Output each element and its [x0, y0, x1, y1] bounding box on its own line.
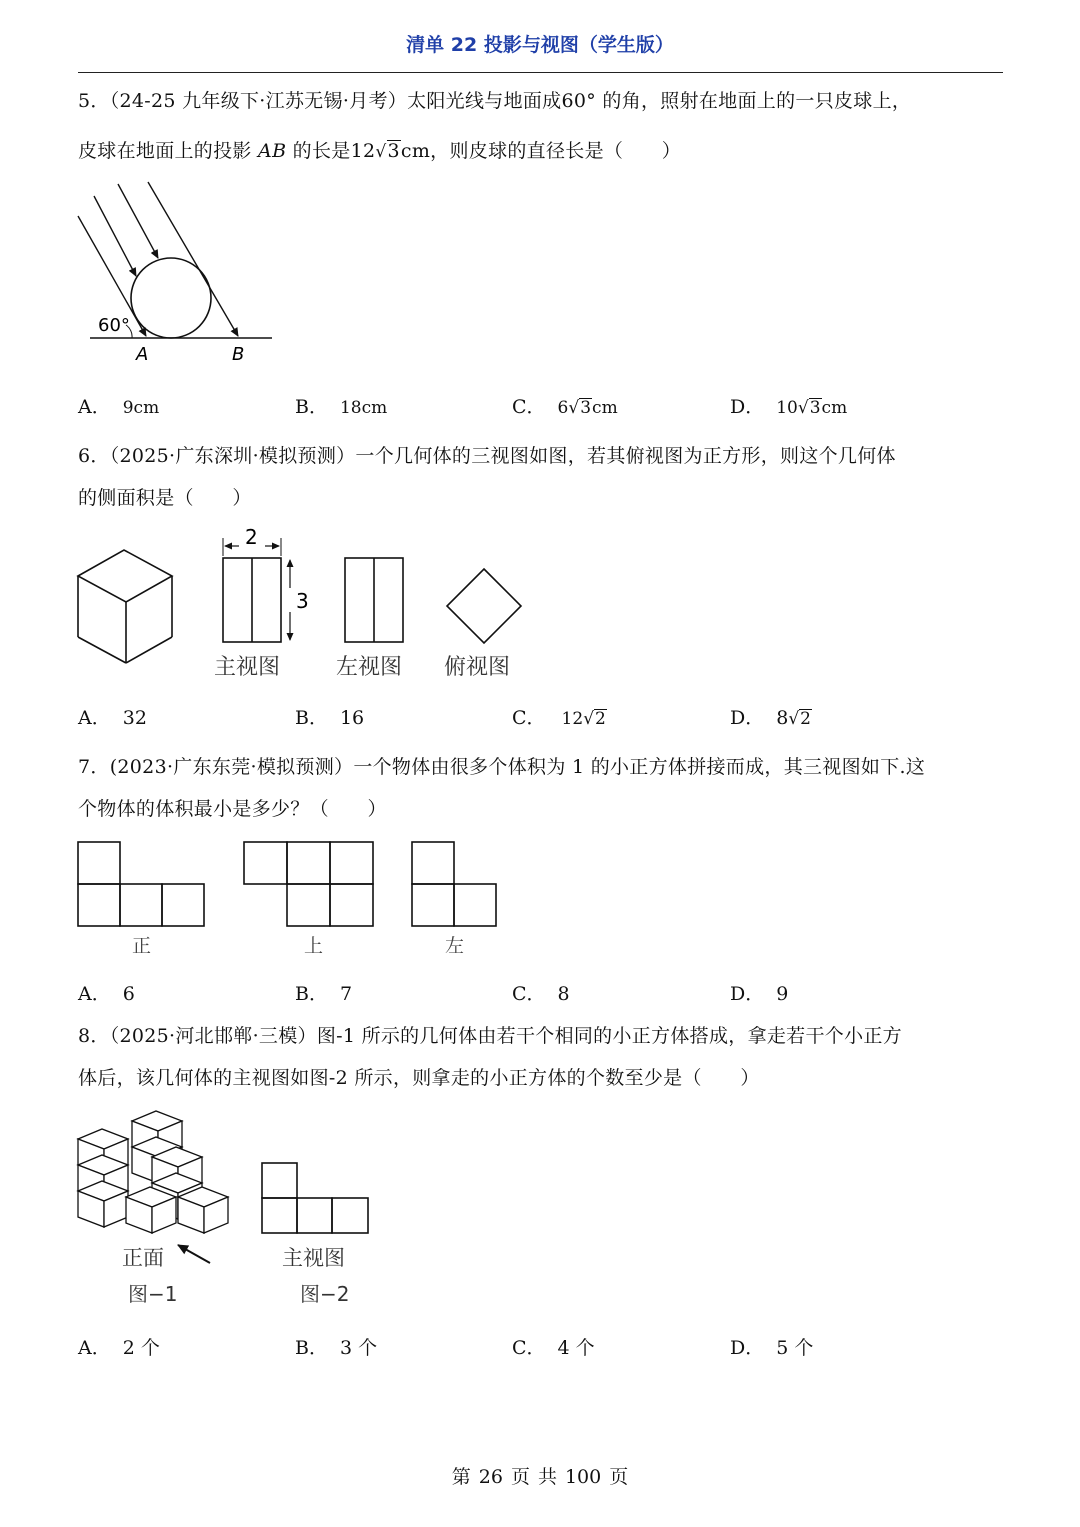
footer-word: 页: [510, 1466, 530, 1488]
page-header-title: 清单 22 投影与视图（学生版）: [406, 34, 674, 56]
footer-word: 第: [451, 1466, 471, 1488]
angle-label: 60°: [98, 315, 130, 336]
front-view: [223, 538, 290, 642]
main-view-caption: 主视图: [282, 1246, 345, 1270]
q7-option-c[interactable]: C． 8: [512, 983, 570, 1005]
sqrt-icon: √: [788, 709, 800, 729]
stacked-cubes-solid: [78, 1111, 228, 1233]
q5-option-d[interactable]: D． 10√3cm: [730, 396, 848, 418]
current-page-number: 26: [478, 1466, 503, 1488]
q8-option-d[interactable]: D． 5 个: [730, 1337, 814, 1359]
q8-stem-line2: 体后，该几何体的主视图如图-2 所示，则拿走的小正方体的个数至少是（ ）: [78, 1067, 760, 1089]
footer-word: 页: [609, 1466, 629, 1488]
q8-stem-line1: 8．（2025·河北邯郸·三模）图-1 所示的几何体由若干个相同的小正方体搭成，拿走若干个小正方: [78, 1025, 902, 1047]
left-view: [412, 842, 496, 926]
top-caption: 上: [304, 935, 324, 957]
q6-stem-line1: 6．（2025·广东深圳·模拟预测）一个几何体的三视图如图，若其俯视图为正方形，则这个几何体: [78, 445, 896, 467]
figure-2-caption: 图−2: [300, 1282, 350, 1306]
q5-option-a[interactable]: A． 9cm: [78, 396, 160, 418]
q7-figure: [76, 838, 506, 967]
q5-segment-ab: AB: [258, 140, 287, 162]
prism-solid: [78, 550, 172, 663]
q5-text: 的长是12: [286, 140, 376, 162]
q8-option-a[interactable]: A． 2 个: [78, 1337, 160, 1359]
left-caption: 左: [445, 935, 465, 957]
sqrt-icon: √: [797, 398, 809, 418]
q5-stem-line1: 5．（24-25 九年级下·江苏无锡·月考）太阳光线与地面成60° 的角，照射在地面上的一只皮球上，: [78, 90, 912, 112]
q8-figure: [74, 1105, 384, 1314]
q6-figure: [74, 522, 534, 691]
page-footer: [0, 1462, 1080, 1489]
q8-option-b[interactable]: B． 3 个: [295, 1337, 378, 1359]
figure-1-caption: 图−1: [128, 1282, 178, 1306]
q5-figure: [74, 176, 284, 375]
q6-option-c[interactable]: C． 12√2: [512, 707, 606, 729]
top-view-caption: 俯视图: [444, 655, 511, 680]
sqrt-icon: √: [568, 398, 580, 418]
footer-word: 共: [537, 1466, 557, 1488]
left-view-caption: 左视图: [336, 655, 403, 680]
sqrt-icon: √: [375, 142, 387, 162]
front-face-label: 正面: [122, 1246, 164, 1270]
sun-ray-line: [118, 184, 158, 258]
q6-option-b[interactable]: B． 16: [295, 707, 365, 729]
sqrt-icon: √: [583, 709, 595, 729]
front-direction-arrow: [178, 1245, 210, 1263]
width-label: 2: [245, 525, 258, 549]
q7-option-b[interactable]: B． 7: [295, 983, 353, 1005]
q8-option-c[interactable]: C． 4 个: [512, 1337, 595, 1359]
q5-text: 皮球在地面上的投影: [78, 140, 259, 162]
top-view: [447, 569, 521, 643]
front-caption: 正: [132, 935, 152, 957]
header-divider: [78, 72, 1003, 73]
q7-option-d[interactable]: D． 9: [730, 983, 789, 1005]
total-page-number: 100: [564, 1466, 602, 1488]
height-label: 3: [296, 589, 309, 613]
top-view: [244, 842, 373, 926]
point-b-label: B: [232, 344, 245, 365]
q7-stem-line1: 7．(2023·广东东莞·模拟预测）一个物体由很多个体积为 1 的小正方体拼接而成，其三视图如下.这: [78, 756, 926, 778]
main-view: [262, 1163, 368, 1233]
q5-stem-line2: [78, 136, 681, 163]
point-a-label: A: [136, 344, 149, 365]
front-view-caption: 主视图: [214, 655, 281, 680]
q6-option-d[interactable]: D． 8√2: [730, 707, 811, 729]
left-view: [345, 558, 403, 642]
q5-option-c[interactable]: C． 6√3cm: [512, 396, 618, 418]
q6-stem-line2: 的侧面积是（ ）: [78, 487, 252, 509]
sun-ray-line: [94, 196, 136, 276]
front-view: [78, 842, 204, 926]
q5-radicand: 3: [387, 140, 400, 162]
q5-text: cm，则皮球的直径长是（ ）: [400, 140, 682, 162]
q6-option-a[interactable]: A． 32: [78, 707, 147, 729]
q7-option-a[interactable]: A． 6: [78, 983, 135, 1005]
q7-stem-line2: 个物体的体积最小是多少？（ ）: [78, 798, 387, 820]
q5-option-b[interactable]: B． 18cm: [295, 396, 388, 418]
